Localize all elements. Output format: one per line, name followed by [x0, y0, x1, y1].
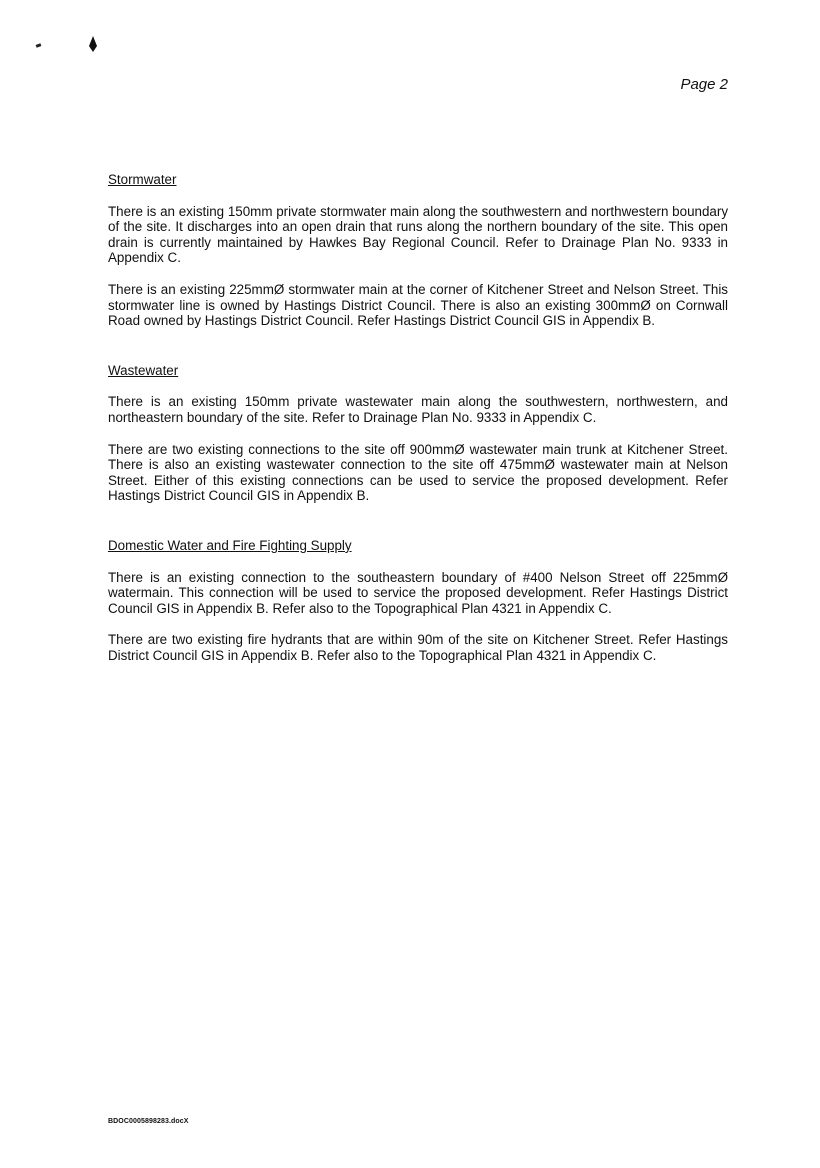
drop-mark-icon [89, 36, 97, 46]
paragraph: There is an existing 150mm private wastewater main along the southwestern, northwestern, and northeastern boundary of the site. Refer to Drainage Plan No. 9333 in Appendix C. [108, 394, 728, 425]
scan-mark [36, 43, 42, 48]
paragraph: There is an existing connection to the southeastern boundary of #400 Nelson Street off 225mmØ watermain. This connection will be used to service the proposed development. Refer Hastings District Council GIS in Appendix B. Refer also to the Topographical Plan 4321 in Appendix C. [108, 569, 728, 616]
paragraph: There is an existing 150mm private stormwater main along the southwestern and northwestern boundary of the site. It discharges into an open drain that runs along the northern boundary of the site. This open drain is currently maintained by Hawkes Bay Regional Council. Refer to Drainage Plan No. 9333 in Appendix C. [108, 203, 729, 266]
section-stormwater [108, 172, 728, 329]
page-number: Page 2 [680, 76, 728, 93]
section-water-supply [108, 538, 728, 664]
paragraph: There is an existing 225mmØ stormwater main at the corner of Kitchener Street and Nelson Street. This stormwater line is owned by Hastings District Council. There is also an existing 300mmØ on Cornwall Road owned by Hastings District Council. Refer Hastings District Council GIS in Appendix B. [108, 281, 728, 329]
paragraph: There are two existing fire hydrants that are within 90m of the site on Kitchener Street. Refer Hastings District Council GIS in Appendix B. Refer also to the Topographical Plan 4321 in Appendix C. [108, 632, 728, 663]
paragraph: There are two existing connections to the site off 900mmØ wastewater main trunk at Kitchener Street. There is also an existing wastewater connection to the site off 475mmØ wastewater main at Nelson Street. Either of this existing connections can be used to service the proposed development. Refer Hastings District Council GIS in Appendix B. [108, 441, 728, 504]
section-heading: Domestic Water and Fire Fighting Supply [108, 537, 352, 553]
document-reference: BDOC0005898283.docX [108, 1118, 189, 1125]
section-heading: Wastewater [108, 362, 179, 378]
document-body [108, 172, 728, 679]
section-heading: Stormwater [108, 172, 177, 187]
section-wastewater [108, 363, 728, 504]
